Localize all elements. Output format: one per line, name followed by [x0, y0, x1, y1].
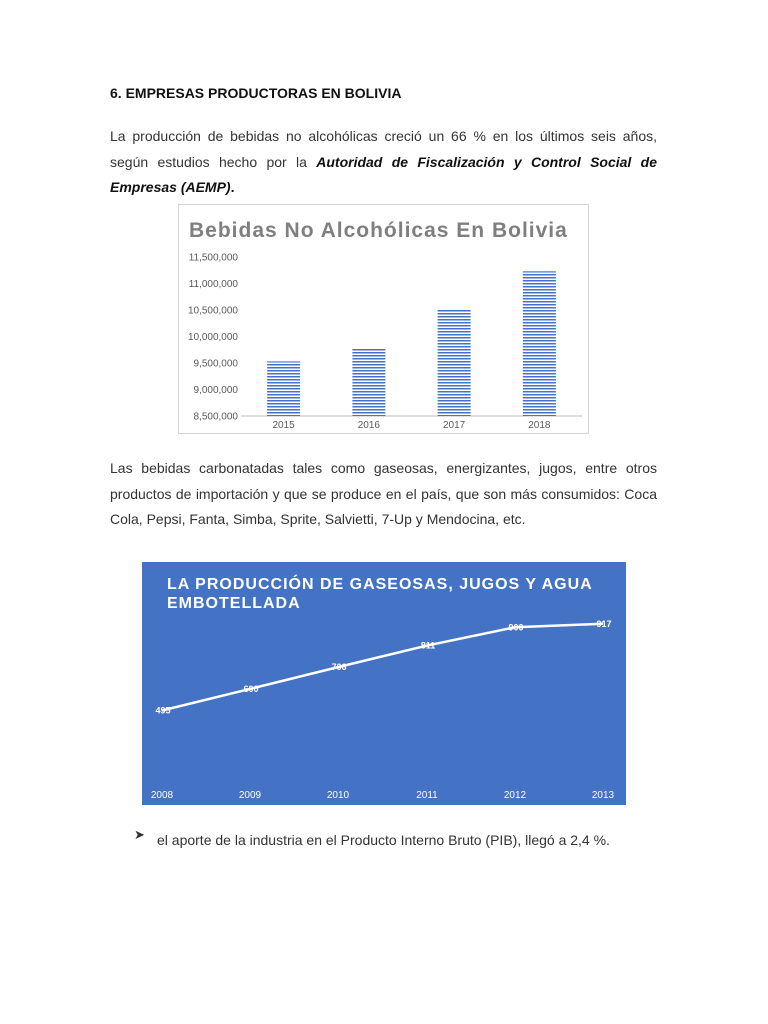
x-tick-label: 2011 — [416, 790, 438, 801]
y-tick-label: 10,500,000 — [187, 305, 238, 317]
y-tick-label: 9,000,000 — [193, 385, 238, 396]
line-chart-svg — [142, 562, 626, 805]
aemp-name: Autoridad de Fiscalización y Control Social de Empresas (AEMP) — [110, 153, 657, 195]
x-tick-label: 2012 — [503, 790, 527, 801]
line-chart-title-line-2: EMBOTELLADA — [167, 595, 301, 612]
arrow-bullet-icon: ➤ — [134, 827, 145, 842]
x-tick-label: 2017 — [443, 420, 466, 431]
data-label: 600 — [243, 683, 259, 694]
x-tick-label: 2016 — [357, 420, 380, 431]
data-label: 706 — [331, 662, 347, 673]
data-label: 900 — [508, 622, 524, 633]
section-heading: 6. EMPRESAS PRODUCTORAS EN BOLIVIA — [110, 85, 402, 101]
data-label: 917 — [596, 618, 612, 629]
data-label: 811 — [420, 640, 436, 651]
data-label: 495 — [155, 705, 171, 716]
y-tick-label: 8,500,000 — [193, 411, 238, 423]
y-tick-label: 10,000,000 — [187, 332, 238, 343]
bar-chart-title: Bebidas No Alcohólicas En Bolivia — [189, 219, 568, 242]
x-tick-label: 2010 — [326, 790, 350, 801]
line-chart-gaseosas — [142, 562, 626, 805]
intro-paragraph — [110, 124, 657, 201]
y-tick-label: 11,000,000 — [188, 279, 238, 290]
intro-text: La producción de bebidas no alcohólicas creció un 66 % en los últimos seis años, según estudios hecho por la — [110, 128, 657, 170]
carbonated-paragraph: Las bebidas carbonatadas tales como gaseosas, energizantes, jugos, entre otros productos de importación y que se produce en el país, que son más consumidos: Coca Cola, Pepsi, Fanta, Simba, Sprite, Salvietti, 7-Up y Mendocina, etc. — [110, 460, 657, 527]
bar-2017 — [438, 309, 471, 416]
x-tick-label: 2015 — [272, 420, 295, 431]
x-tick-label: 2018 — [528, 420, 551, 431]
y-tick-label: 11,500,000 — [188, 252, 238, 264]
x-tick-label: 2008 — [150, 790, 174, 801]
bar-chart-bebidas — [178, 204, 589, 434]
x-tick-label: 2009 — [238, 790, 262, 801]
bar-2015 — [267, 361, 300, 416]
pib-bullet-text: el aporte de la industria en el Producto Interno Bruto (PIB), llegó a 2,4 %. — [157, 832, 610, 848]
bar-2018 — [523, 271, 556, 416]
bar-chart-svg — [179, 205, 590, 435]
x-tick-label: 2013 — [591, 790, 615, 801]
line-chart-title-line-1: LA PRODUCCIÓN DE GASEOSAS, JUGOS Y AGUA — [167, 576, 593, 593]
y-tick-label: 9,500,000 — [193, 358, 238, 370]
production-line — [162, 624, 603, 711]
intro-period: . — [230, 179, 235, 195]
bar-2016 — [352, 348, 385, 416]
